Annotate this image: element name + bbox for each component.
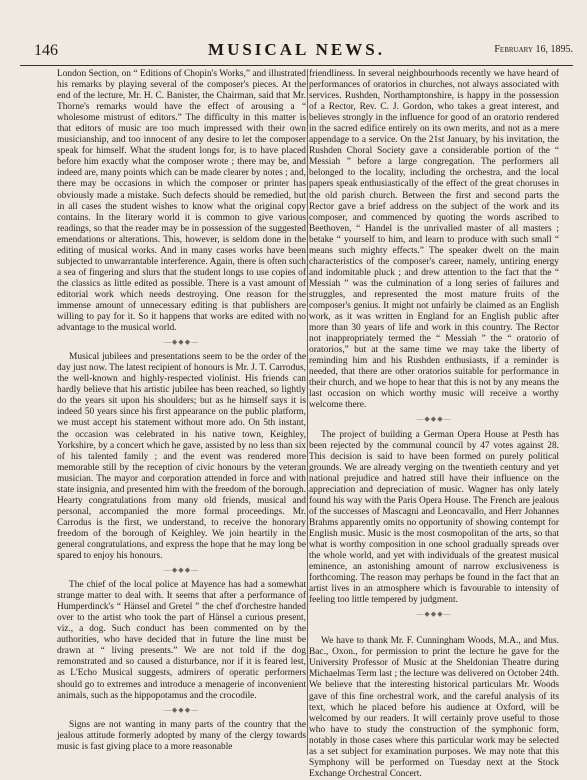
section-ornament: —◆◆◆— xyxy=(163,338,200,347)
section-ornament: —◆◆◆— xyxy=(416,610,452,619)
column-divider xyxy=(307,69,308,755)
running-header xyxy=(20,42,573,64)
page-number: 146 xyxy=(34,42,58,59)
article-paragraph: London Section, on “ Editions of Chopin's Works,” and illustrated his remarks by playing several of the composer's pieces. At the end of the lecture, Mr. H. C. Banister, the Chairman, said that Mr. Thorne's remarks would have the effect of arousing a “ wholesome mistrust of editors.” The difficulty in this matter is that editors of music are too much impressed with their own musicianship, and too innocent of any desire to let the composer speak for himself. What the student longs for, is to have placed before him exactly what the composer wrote ; there may be, and indeed are, many points which can be made clearer by notes ; and, there may be occasions in which the composer or printer has obviously made a mistake. Such defects should be remedied, but in all cases the student wishes to know what the original copy contains. In the literary world it is common to give various readings, so that the reader may be in possession of the suggested emendations or alterations. This, however, is seldom done in the editing of musical works. And in many cases works have been subjected to unwarrantable interference. Again, there is often such a sea of fingering and slurs that the student longs to use copies of the classics as little edited as possible. There is a vast amount of editorial work which needs destroying. One reason for the immense amount of unnecessary editing is that publishers are willing to pay for it. So it happens that works are edited with no advantage to the musical world. xyxy=(57,69,306,334)
left-column xyxy=(57,69,306,755)
header-rule xyxy=(20,65,573,66)
right-column xyxy=(309,69,559,779)
article-paragraph: Musical jubilees and presentations seem to be the order of the day just now. The latest recipient of honours is Mr. J. T. Carrodus, the well-known and highly-respected violinist. His friends can hardly believe that his artistic jubilee has been reached, so lightly do the years sit upon his shoulders; but as he himself says it is indeed 50 years since his first appearance on the public platform, we must accept his statement without more ado. On 5th instant, the occasion was celebrated in his native town, Keighley, Yorkshire, by a concert which he gave, assisted by no less than six of his talented family ; and the event was rendered more memorable still by the reception of civic honours by the veteran musician. The mayor and corporation attended in force and with state insignia, and presented him with the freedom of the borough. Hearty congratulations from many old friends, musical and personal, accompanied the more formal proceedings. Mr. Carrodus is the first, we understand, to receive the honorary freedom of the borough of Keighley. We join heartily in the general congratulations, and express the hope that he may long be spared to enjoy his honours. xyxy=(57,352,306,562)
journal-title: MUSICAL NEWS. xyxy=(208,40,385,59)
section-ornament: —◆◆◆— xyxy=(163,566,200,575)
section-ornament: —◆◆◆— xyxy=(416,415,452,424)
issue-date: February 16, 1895. xyxy=(494,44,573,55)
article-paragraph: friendliness. In several neighbourhoods recently we have heard of performances of oratorios in churches, not always associated with services. Rushden, Northamptonshire, is happy in the possession of a Rector, Rev. C. J. Gordon, who takes a great interest, and believes strongly in the influence for good of an oratorio rendered in the sacred edifice entirely on its own merits, and not as a mere appendage to a service. On the 21st January, by his invitation, the Rushden Choral Society gave a considerable portion of the “ Messiah ” before a large congregation. The performers all belonged to the locality, including the orchestra, and the local papers speak enthusiastically of the effect of the great choruses in the old parish church. Between the first and second parts the Rector gave a brief address on the subject of the work and its composer, and commenced by quoting the words ascribed to Beethoven, “ Handel is the unrivalled master of all masters ; betake “ yourself to him, and learn to produce with such small “ means such mighty effects.” The speaker dwelt on the main characteristics of the composer's career, namely, untiring energy and indomitable pluck ; and drew attention to the fact that the “ Messiah ” was the culmination of a long series of failures and struggles, and represented the most mature fruits of the composer's genius. It might not unfairly be claimed as an English work, as it was written in England for an English public after more than 30 years of life and work in this country. The Rector not inappropriately termed the “ Messiah ” the “ oratorio of oratorios,” but at the same time we may take the liberty of reminding him and his Rushden enthusiasts, if a reminder is needed, that there are other oratorios suitable for performance in their church, and we hope to hear that this is not by any means the last occasion on which worthy music will receive a worthy welcome there. xyxy=(309,69,559,411)
article-paragraph: We have to thank Mr. F. Cunningham Woods, M.A., and Mus. Bac., Oxon., for permission to print the lecture he gave for the University Professor of Music at the Sheldonian Theatre during Michaelmas Term last ; the lecture was delivered on October 24th. We believe that the interesting historical particulars Mr. Woods gave of this fine orchestral work, and the careful analysis of its text, which he placed before his audience at Oxford, will be welcomed by our readers. It will certainly prove useful to those who have to study the construction of the symphonic form, notably in those cases where this particular work may be selected as a set subject for examination purposes. We may note that this Symphony will be performed on Tuesday next at the Stock Exchange Orchestral Concert. xyxy=(309,636,559,779)
column-gap xyxy=(309,624,559,636)
section-ornament: —◆◆◆— xyxy=(163,705,200,714)
article-paragraph: Signs are not wanting in many parts of the country that the jealous attitude formerly adopted by many of the clergy towards music is fast giving place to a more reasonable xyxy=(57,719,306,752)
article-paragraph: The chief of the local police at Mayence has had a somewhat strange matter to deal with. It seems that after a performance of Humperdinck's “ Hänsel and Gretel ” the chef d'orchestre handed over to the artist who took the part of Hänsel a curious present, viz., a dog. Such conduct has been commented on by the authorities, who have decided that in future the line must be drawn at “ living presents.” We are not told if the dog remonstrated and so caused a disturbance, nor if it is feared lest, as L'Echo Musical suggests, admirers of operatic performers should go to extremes and introduce a menagerie of inconvenient animals, such as the hippopotamus and the crocodile. xyxy=(57,580,306,701)
article-paragraph: The project of building a German Opera House at Pesth has been rejected by the communal council by 47 votes against 28. This decision is said to have been formed on purely political grounds. We are already verging on the twentieth century and yet national prejudice and hatred still have their influence on the appreciation and depreciation of music. Wagner has only lately found his way with the Paris Opera House. The French are jealous of the successes of Mascagni and Leoncavallo, and Herr Johannes Brahms apparently omits no opportunity of showing contempt for English music. Music is the most cosmopolitan of the arts, so that what is worthy composition in one school gradually spreads over the whole world, and yet with individuals of the greatest musical eminence, an astonishing amount of narrow exclusiveness is forthcoming. The reason may perhaps be found in the fact that an artist lives in an atmosphere which is favourable to intensity of feeling too little tempered by judgment. xyxy=(309,429,559,606)
